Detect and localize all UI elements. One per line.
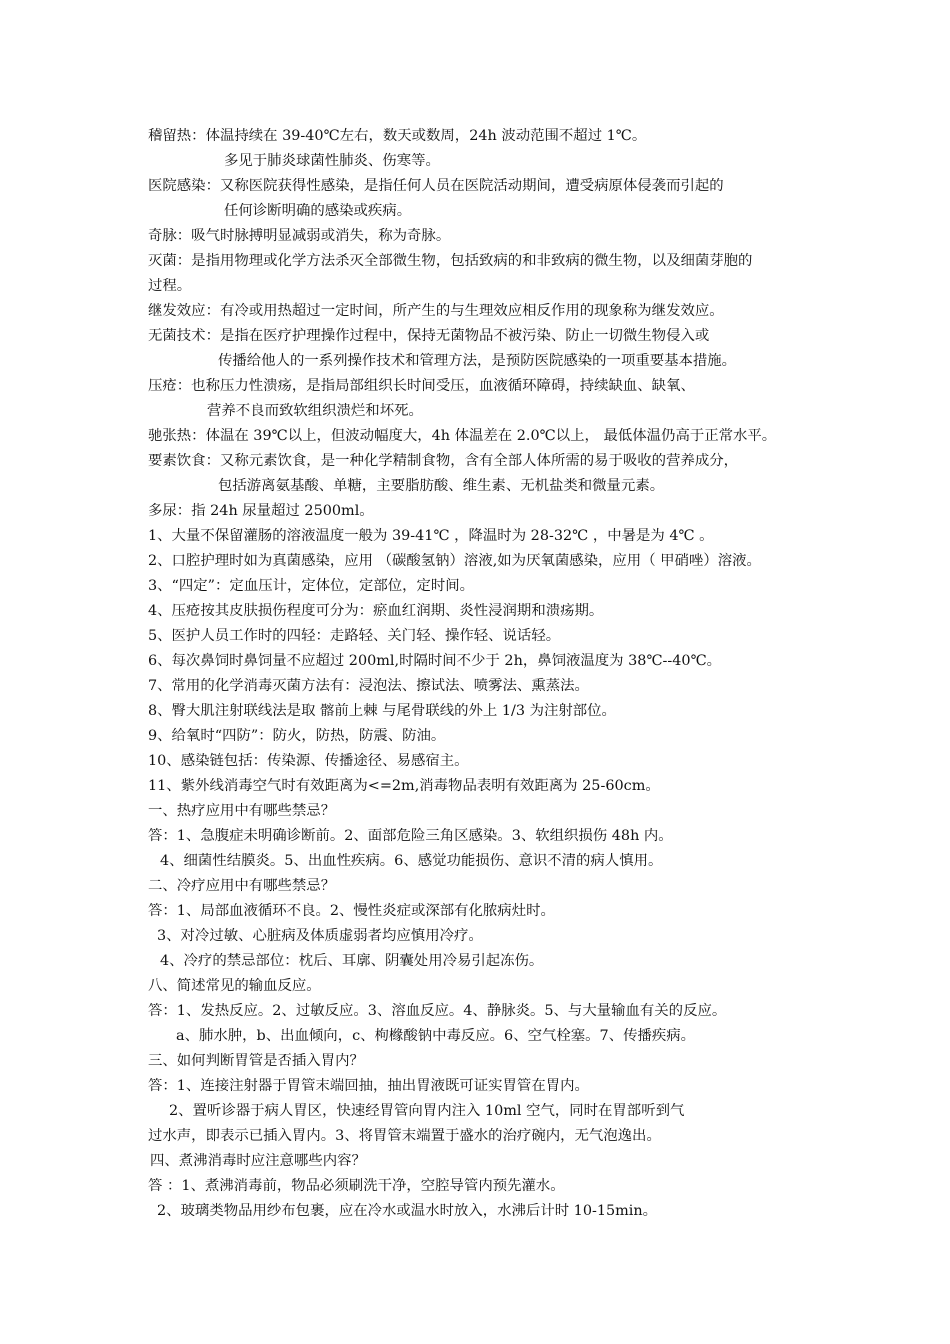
- text-line: 2、玻璃类物品用纱布包裹，应在冷水或温水时放入，水沸后计时 10-15min。: [157, 1203, 658, 1219]
- text-line: 要素饮食：又称元素饮食，是一种化学精制食物，含有全部人体所需的易于吸收的营养成分，: [148, 453, 739, 469]
- text-line: 多尿：指 24h 尿量超过 2500ml。: [148, 503, 374, 519]
- section-heading: 一、热疗应用中有哪些禁忌？: [148, 803, 336, 819]
- text-line: 2、口腔护理时如为真菌感染，应用 （碳酸氢钠）溶液,如为厌氧菌感染，应用（ 甲硝唑）溶液。: [148, 553, 761, 569]
- text-line: 医院感染：又称医院获得性感染，是指任何人员在医院活动期间，遭受病原体侵袭而引起的: [148, 178, 724, 194]
- text-line: 无菌技术：是指在医疗护理操作过程中，保持无菌物品不被污染、防止一切微生物侵入或: [148, 328, 710, 344]
- text-line: 传播给他人的一系列操作技术和管理方法，是预防医院感染的一项重要基本措施。: [218, 353, 737, 369]
- text-line: 奇脉：吸气时脉搏明显减弱或消失，称为奇脉。: [148, 228, 451, 244]
- text-line: 灭菌：是指用物理或化学方法杀灭全部微生物，包括致病的和非致病的微生物，以及细菌芽胞的: [148, 253, 753, 269]
- text-line: 4、压疮按其皮肤损伤程度可分为：瘀血红润期、炎性浸润期和溃疡期。: [148, 603, 604, 619]
- text-line: 答：1、急腹症未明确诊断前。2、面部危险三角区感染。3、软组织损伤 48h 内。: [148, 828, 673, 844]
- text-line: 稽留热：体温持续在 39-40℃左右，数天或数周，24h 波动范围不超过 1℃。: [148, 128, 647, 144]
- text-line: 继发效应：有冷或用热超过一定时间，所产生的与生理效应相反作用的现象称为继发效应。: [148, 303, 724, 319]
- section-heading: 八、简述常见的输血反应。: [148, 978, 321, 994]
- text-line: 2、置听诊器于病人胃区，快速经胃管向胃内注入 10ml 空气，同时在胃部听到气: [169, 1103, 685, 1119]
- text-line: 4、冷疗的禁忌部位：枕后、耳廓、阴囊处用冷易引起冻伤。: [160, 953, 544, 969]
- text-line: 1、大量不保留灌肠的溶液温度一般为 39-41℃ ，降温时为 28-32℃ ，中暑是为 4℃ 。: [148, 528, 714, 544]
- text-line: 答：1、连接注射器于胃管末端回抽，抽出胃液既可证实胃管在胃内。: [148, 1078, 589, 1094]
- text-line: 3、“四定”：定血压计，定体位，定部位，定时间。: [148, 578, 475, 594]
- section-heading: 四、煮沸消毒时应注意哪些内容？: [150, 1153, 366, 1169]
- text-line: 6、每次鼻饲时鼻饲量不应超过 200ml,时隔时间不少于 2h，鼻饲液温度为 38℃--40℃。: [148, 653, 722, 669]
- text-line: 过水声，即表示已插入胃内。3、将胃管末端置于盛水的治疗碗内，无气泡逸出。: [148, 1128, 661, 1144]
- text-line: 包括游离氨基酸、单糖，主要脂肪酸、维生素、无机盐类和微量元素。: [218, 478, 665, 494]
- text-line: 任何诊断明确的感染或疾病。: [224, 203, 412, 219]
- text-line: 11、紫外线消毒空气时有效距离为<=2m,消毒物品表明有效距离为 25-60cm。: [148, 778, 660, 794]
- text-line: 8、臀大肌注射联线法是取 髂前上棘 与尾骨联线的外上 1/3 为注射部位。: [148, 703, 616, 719]
- text-line: 过程。: [148, 278, 192, 294]
- text-line: a、肺水肿，b、出血倾向，c、枸橼酸钠中毒反应。6、空气栓塞。7、传播疾病。: [176, 1028, 696, 1044]
- section-heading: 二、冷疗应用中有哪些禁忌？: [148, 878, 336, 894]
- text-line: 压疮：也称压力性溃疡，是指局部组织长时间受压，血液循环障碍，持续缺血、缺氧、: [148, 378, 695, 394]
- text-line: 答 ：1、煮沸消毒前，物品必须刷洗干净，空腔导管内预先灌水。: [148, 1178, 565, 1194]
- text-line: 多见于肺炎球菌性肺炎、伤寒等。: [224, 153, 440, 169]
- text-line: 3、对冷过敏、心脏病及体质虚弱者均应慎用冷疗。: [157, 928, 483, 944]
- text-line: 10、感染链包括：传染源、传播途径、易感宿主。: [148, 753, 469, 769]
- text-line: 答：1、发热反应。2、过敏反应。3、溶血反应。4、静脉炎。5、与大量输血有关的反应。: [148, 1003, 727, 1019]
- text-line: 9、给氧时“四防”：防火，防热，防震、防油。: [148, 728, 446, 744]
- text-line: 答：1、局部血液循环不良。2、慢性炎症或深部有化脓病灶时。: [148, 903, 555, 919]
- text-line: 4、细菌性结膜炎。5、出血性疾病。6、感觉功能损伤、意识不清的病人慎用。: [160, 853, 663, 869]
- text-line: 驰张热：体温在 39℃以上，但波动幅度大，4h 体温差在 2.0℃以上， 最低体温仍高于正常水平。: [148, 428, 777, 444]
- section-heading: 三、如何判断胃管是否插入胃内？: [148, 1053, 364, 1069]
- text-line: 7、常用的化学消毒灭菌方法有：浸泡法、擦试法、喷雾法、熏蒸法。: [148, 678, 589, 694]
- text-line: 营养不良而致软组织溃烂和坏死。: [207, 403, 423, 419]
- text-line: 5、医护人员工作时的四轻：走路轻、关门轻、操作轻、说话轻。: [148, 628, 561, 644]
